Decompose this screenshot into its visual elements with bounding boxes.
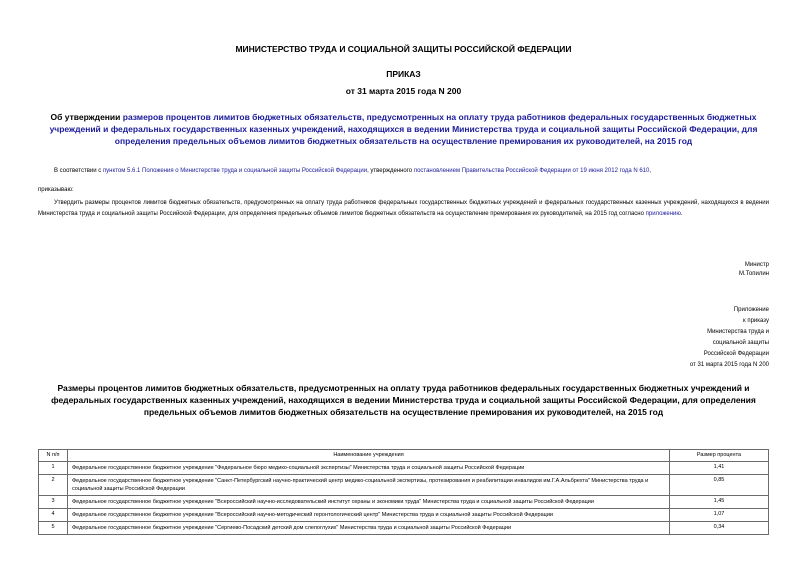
header-name: Наименование учреждения (68, 450, 670, 462)
basis-link-decree[interactable]: постановлением Правительства Российской Федерации от 19 июня 2012 года N 610 (413, 168, 650, 174)
order-date: от 31 марта 2015 года N 200 (345, 86, 462, 96)
row-name: Федеральное государственное бюджетное учреждение "Сергиево-Посадский детский дом слепоглухих" Министерства труда и социальной защиты Российской Федерации (68, 522, 670, 535)
appendix-line: от 31 марта 2015 года N 200 (689, 362, 769, 368)
row-name: Федеральное государственное бюджетное учреждение "Всероссийский научно-методический геронтологический центр" Министерства труда и социальной защиты Российской Федерации (68, 509, 670, 522)
legal-basis (54, 167, 784, 176)
basis-link-regulation[interactable]: пунктом 5.6.1 Положения о Министерстве труда и социальной защиты Российской Федерации (102, 168, 368, 174)
row-number: 4 (39, 509, 68, 522)
row-number: 5 (39, 522, 68, 535)
row-percent: 1,41 (670, 462, 769, 475)
institutions-table (38, 449, 769, 535)
order-label: ПРИКАЗ (386, 69, 421, 79)
row-number: 3 (39, 496, 68, 509)
signature-position: Министр (744, 262, 769, 268)
row-percent: 1,07 (670, 509, 769, 522)
appendix-line: Приложение (733, 307, 769, 313)
table-row (39, 462, 769, 475)
table-row (39, 509, 769, 522)
header-percent: Размер процента (670, 450, 769, 462)
basis-text-2: , утвержденного (367, 168, 414, 174)
appendix-line: социальной защиты (712, 340, 769, 346)
row-percent: 1,45 (670, 496, 769, 509)
sizes-title: Размеры процентов лимитов бюджетных обязательств, предусмотренных на оплату труда работников федеральных государственных бюджетных учреждений и федеральных государственных казенных учреждений, находящихся в ведении Министерства труда и социальной защиты Российской Федерации, для определения предельных объемов лимитов бюджетных обязательств на осуществление премирования их руководителей, на 2015 год (51, 383, 756, 417)
table-header-row (39, 450, 769, 462)
appendix-line: Российской Федерации (703, 351, 769, 357)
basis-text-1: В соответствии с (54, 168, 103, 174)
row-percent: 0,34 (670, 522, 769, 535)
appendix-block (690, 305, 769, 371)
subject-link[interactable]: размеров процентов лимитов бюджетных обязательств, предусмотренных на оплату труда работников федеральных государственных бюджетных учреждений и федеральных государственных казенных учреждений, находящихся в ведении Министерства труда и социальной защиты Российской Федерации, для определения предельных объемов лимитов бюджетных обязательств на осуществление премирования их руководителей, на 2015 год (49, 112, 758, 146)
appendix-line: к приказу (743, 318, 769, 324)
table-row (39, 522, 769, 535)
appendix-line: Министерства труда и (707, 329, 769, 335)
resolution-text: Утвердить размеры процентов лимитов бюджетных обязательств, предусмотренных на оплату труда работников федеральных государственных бюджетных учреждений и федеральных государственных казенных учреждений, находящихся в ведении Министерства труда и социальной защиты Российской Федерации, для определения предельных объемов лимитов бюджетных обязательств на осуществление премирования их руководителей, на 2015 год согласно (38, 200, 769, 217)
row-name: Федеральное государственное бюджетное учреждение "Всероссийский научно-исследовательский институт охраны и экономики труда" Министерства труда и социальной защиты Российской Федерации (68, 496, 670, 509)
row-name: Федеральное государственное бюджетное учреждение "Санкт-Петербургский научно-практический центр медико-социальной экспертизы, протезирования и реабилитации инвалидов им.Г.А.Альбрехта" Министерства труда и социальной защиты Российской Федерации (68, 475, 670, 496)
ministry-heading: МИНИСТЕРСТВО ТРУДА И СОЦИАЛЬНОЙ ЗАЩИТЫ РОССИЙСКОЙ ФЕДЕРАЦИИ (235, 44, 572, 54)
table-row (39, 475, 769, 496)
appendix-link[interactable]: приложению (645, 211, 681, 217)
table-row (39, 496, 769, 509)
orders-word: приказываю: (38, 187, 74, 193)
row-number: 2 (39, 475, 68, 496)
row-name: Федеральное государственное бюджетное учреждение "Федеральное бюро медико-социальной экспертизы" Министерства труда и социальной защиты Российской Федерации (68, 462, 670, 475)
basis-text-3: , (649, 168, 652, 174)
order-subject (38, 111, 769, 147)
subject-prefix: Об утверждении (50, 112, 123, 122)
resolution-end: . (680, 211, 683, 217)
row-number: 1 (39, 462, 68, 475)
signature-name: М.Топилин (739, 271, 769, 277)
resolution-paragraph (38, 198, 769, 220)
row-percent: 0,85 (670, 475, 769, 496)
header-number: N п/п (39, 450, 68, 462)
